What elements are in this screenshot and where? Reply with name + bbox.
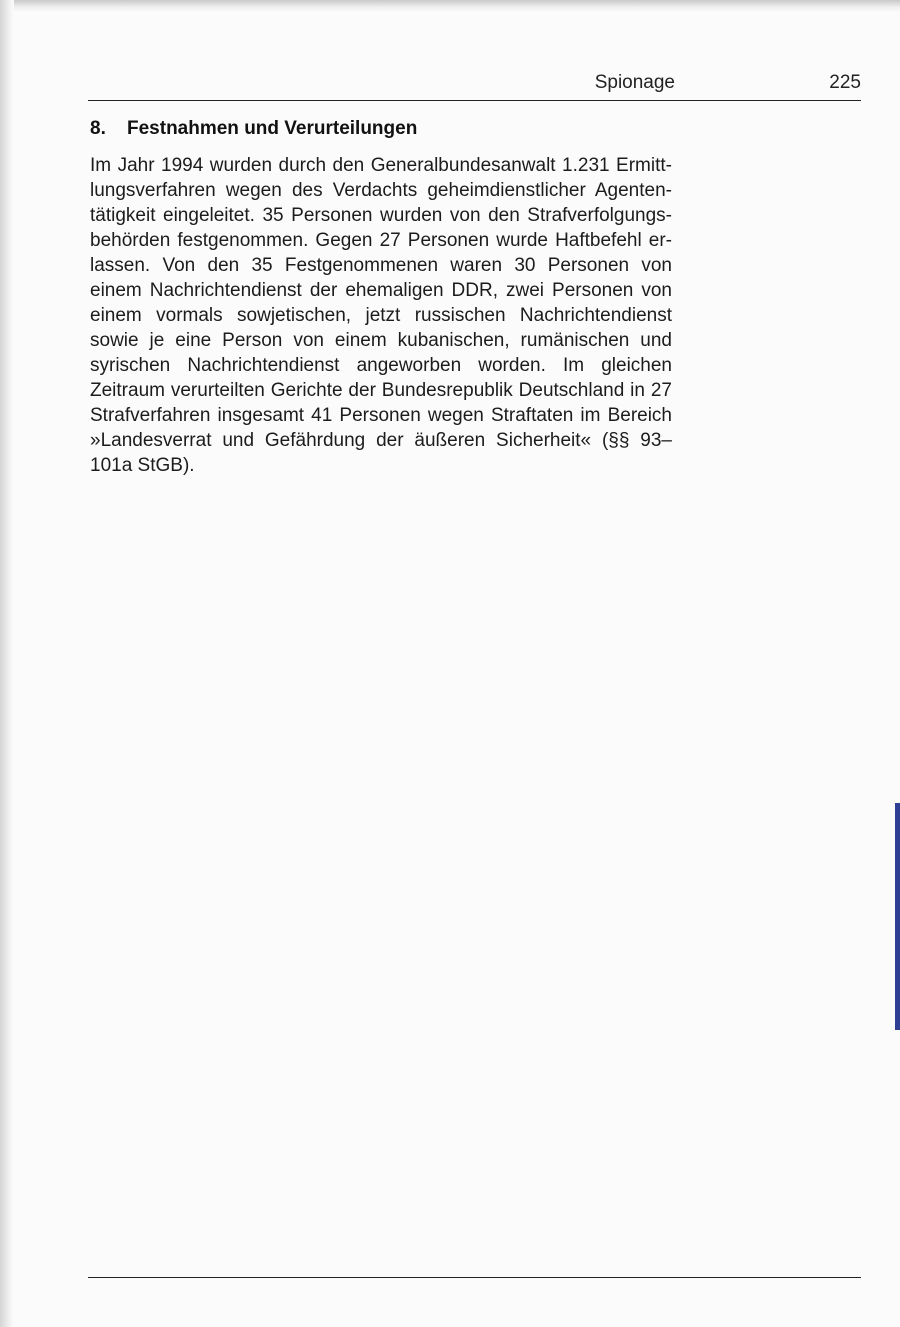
scan-edge-top (0, 0, 900, 12)
header-rule (88, 100, 861, 101)
chapter-thumb-tab (895, 803, 900, 1030)
footer-rule (88, 1277, 861, 1278)
section-heading (90, 118, 860, 140)
running-section-title: Spionage (594, 72, 675, 93)
section-number: 8. (90, 118, 106, 139)
running-header (88, 72, 861, 100)
section-title: Festnahmen und Verurteilungen (127, 118, 418, 139)
scan-edge-left (0, 0, 14, 1327)
page-number: 225 (829, 72, 861, 93)
body-paragraph: Im Jahr 1994 wurden durch den Generalbundesanwalt 1.231 Ermittlungsverfahren wegen des Verdachts geheimdienstlicher Agententätigkeit eingeleitet. 35 Personen wurden von den Strafverfolgungsbehörden festgenommen. Gegen 27 Personen wurde Haftbefehl erlassen. Von den 35 Festgenommenen waren 30 Personen von einem Nachrichtendienst der ehemaligen DDR, zwei Personen von einem vormals sowjetischen, jetzt russischen Nachrichtendienst sowie je eine Person von einem kubanischen, rumänischen und syrischen Nachrichtendienst angeworben worden. Im gleichen Zeitraum verurteilten Gerichte der Bundesrepublik Deutschland in 27 Strafverfahren insgesamt 41 Personen wegen Straftaten im Bereich »Landesverrat und Gefährdung der äußeren Sicherheit« (§§ 93–101a StGB). (90, 155, 672, 476)
